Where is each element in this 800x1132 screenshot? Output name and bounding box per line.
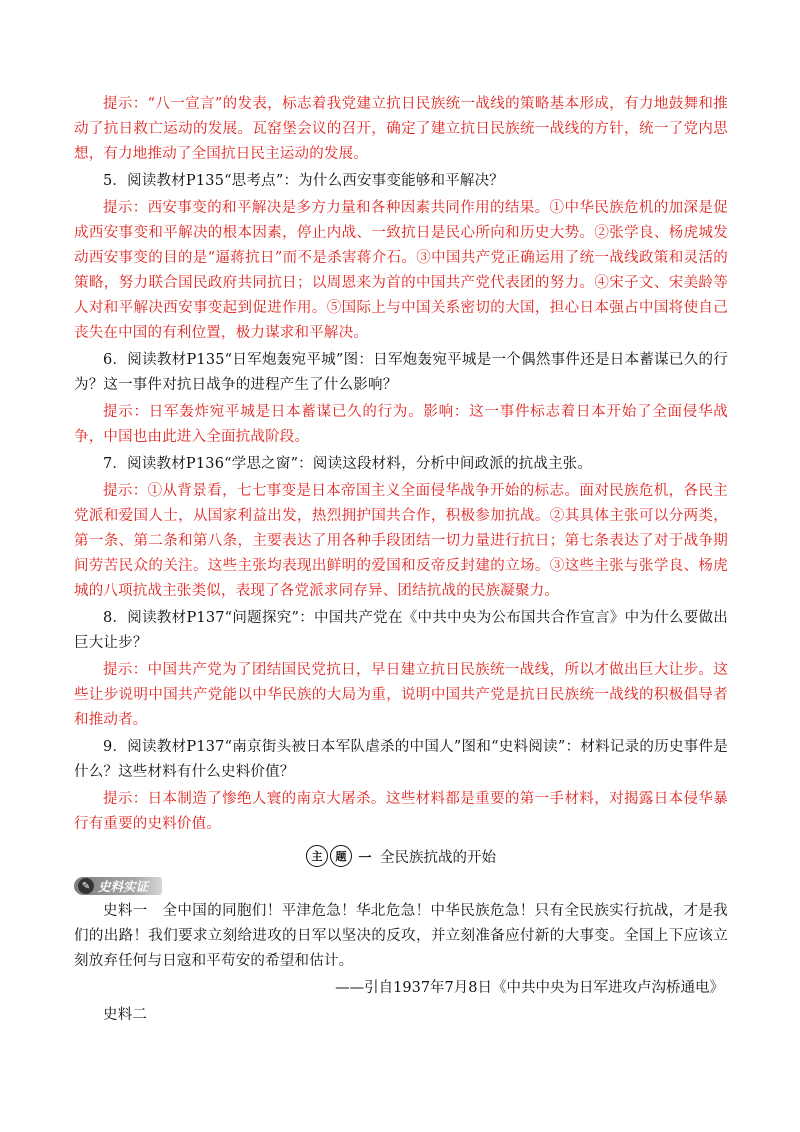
document-body — [74, 92, 728, 1030]
section-tag — [74, 877, 162, 895]
question-9: 9．阅读教材P137“南京街头被日本军队虐杀的中国人”图和“史料阅读”：材料记录的历史事件是什么？这些材料有什么史料价值？ — [74, 739, 728, 780]
quill-icon: ✎ — [78, 878, 94, 894]
hint-paragraph: 提示：“八一宣言”的发表，标志着我党建立抗日民族统一战线的策略基本形成，有力地鼓舞和推动了抗日救亡运动的发展。瓦窑堡会议的召开，确定了建立抗日民族统一战线的方针，统一了党内思想，有力地推动了全国抗日民主运动的发展。 — [74, 96, 728, 162]
topic-badge-number: 一 — [356, 850, 370, 866]
topic-badge-char: 题 — [330, 845, 352, 867]
hint-paragraph: 提示：日军轰炸宛平城是日本蓄谋已久的行为。影响：这一事件标志着日本开始了全面侵华战争，中国也由此进入全面抗战阶段。 — [74, 404, 728, 445]
hint-paragraph: 提示：日本制造了惨绝人寰的南京大屠杀。这些材料都是重要的第一手材料，对揭露日本侵华暴行有重要的史料价值。 — [74, 791, 728, 832]
question-5: 5．阅读教材P135“思考点”：为什么西安事变能够和平解决？ — [103, 173, 504, 189]
hint-paragraph: 提示：中国共产党为了团结国民党抗日，早日建立抗日民族统一战线，所以才做出巨大让步。这些让步说明中国共产党能以中华民族的大局为重，说明中国共产党是抗日民族统一战线的积极倡导者和推动者。 — [74, 662, 728, 728]
question-6: 6．阅读教材P135“日军炮轰宛平城”图：日军炮轰宛平城是一个偶然事件还是日本蓄谋已久的行为？这一事件对抗日战争的进程产生了什么影响？ — [74, 352, 728, 393]
topic-badge-char: 主 — [306, 845, 328, 867]
source-1-citation: ——引自1937年7月8日《中共中央为日军进攻卢沟桥通电》 — [335, 980, 724, 996]
section-tag-label: 史料实证 — [98, 879, 149, 894]
question-7: 7．阅读教材P136“学思之窗”：阅读这段材料，分析中间政派的抗战主张。 — [103, 456, 593, 472]
source-2-label: 史料二 — [103, 1007, 148, 1023]
topic-badge — [306, 845, 370, 867]
source-1-text: 史料一 全中国的同胞们！平津危急！华北危急！中华民族危急！只有全民族实行抗战，才是我们的出路！我们要求立刻给进攻的日军以坚决的反攻，并立刻准备应付新的大事变。全国上下应该立刻放弃任何与日寇和平苟安的希望和估计。 — [74, 903, 728, 969]
topic-title: 全民族抗战的开始 — [380, 849, 496, 866]
hint-paragraph: 提示：①从背景看，七七事变是日本帝国主义全面侵华战争开始的标志。面对民族危机，各民主党派和爱国人士，从国家利益出发，热烈拥护国共合作，积极参加抗战。②其具体主张可以分两类，第一条、第二条和第八条，主要表达了用各种手段团结一切力量进行抗日；第七条表达了对于战争期间劳苦民众的关注。这些主张均表现出鲜明的爱国和反帝反封建的立场。③这些主张与张学良、杨虎城的八项抗战主张类似，表现了各党派求同存异、团结抗战的民族凝聚力。 — [74, 483, 728, 599]
hint-paragraph: 提示：西安事变的和平解决是多方力量和各种因素共同作用的结果。①中华民族危机的加深是促成西安事变和平解决的根本因素，停止内战、一致抗日是民心所向和历史大势。②张学良、杨虎城发动西安事变的目的是“逼蒋抗日”而不是杀害蒋介石。③中国共产党正确运用了统一战线政策和灵活的策略，努力联合国民政府共同抗日；以周恩来为首的中国共产党代表团的努力。④宋子文、宋美龄等人对和平解决西安事变起到促进作用。⑤国际上与中国关系密切的大国，担心日本强占中国将使自己丧失在中国的有利位置，极力谋求和平解决。 — [74, 200, 728, 341]
topic-heading — [74, 843, 728, 869]
question-8: 8．阅读教材P137“问题探究”：中国共产党在《中共中央为公布国共合作宣言》中为什么要做出巨大让步？ — [74, 610, 728, 651]
